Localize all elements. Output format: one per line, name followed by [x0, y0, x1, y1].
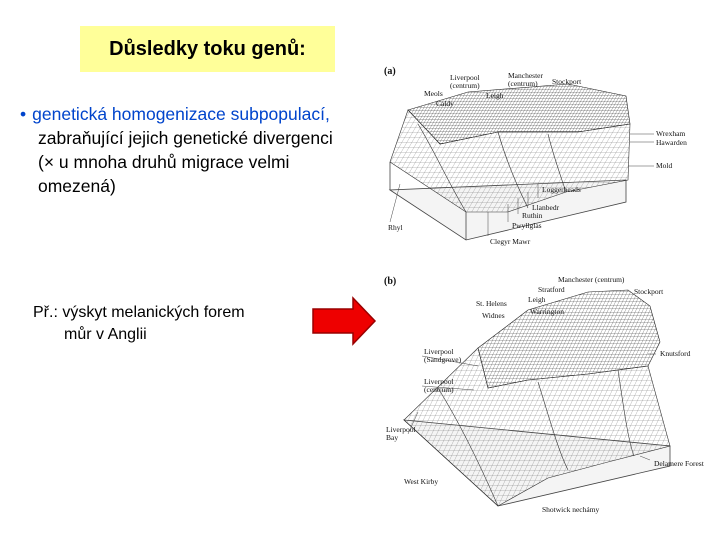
label-liverpool: Liverpool — [450, 73, 480, 82]
label-b-manchester: Manchester (centrum) — [558, 275, 625, 284]
label-b-liverpool-centrum: Liverpool — [424, 377, 454, 386]
label-b-warrington: Warrington — [530, 307, 564, 316]
label-b-stratford: Stratford — [538, 285, 565, 294]
label-b-sandgrove: (Sandgrove) — [424, 355, 462, 364]
label-leigh: Leigh — [486, 91, 504, 100]
figure-a-panel-label: (a) — [384, 66, 396, 77]
label-meols: Meols — [424, 89, 443, 98]
label-loggerheads: Loggerheads — [542, 185, 581, 194]
label-liverpool-centrum: (centrum) — [450, 81, 480, 90]
label-b-shotwick: Shotwick nechámy — [542, 505, 600, 514]
figure-a — [378, 62, 716, 262]
label-mold: Mold — [656, 161, 673, 170]
label-manchester: Manchester — [508, 71, 543, 80]
label-b-bay: Bay — [386, 433, 399, 442]
example-line-1: Př.: výskyt melanických forem — [33, 304, 245, 321]
label-b-st-helens: St. Helens — [476, 299, 507, 308]
figure-b-panel-label: (b) — [384, 276, 397, 287]
label-rhyl: Rhyl — [388, 223, 403, 232]
label-llanbedr: Llanbedr — [532, 203, 560, 212]
example-text — [33, 302, 245, 346]
bullet-point — [20, 102, 380, 198]
figure-b — [378, 270, 716, 532]
label-b-liverpool-bay: Liverpool — [386, 425, 416, 434]
bullet-icon: • — [20, 104, 27, 124]
label-wrexham: Wrexham — [656, 129, 686, 138]
bullet-line-4: omezená) — [38, 176, 116, 196]
label-b-leigh: Leigh — [528, 295, 546, 304]
label-b-stockport: Stockport — [634, 287, 664, 296]
example-line-2: můr v Anglii — [64, 326, 147, 343]
bullet-line-2: zabraňující jejich genetické divergenci — [38, 128, 333, 148]
label-pwyllglas: Pwyllglas — [512, 221, 542, 230]
bullet-line-3: (× u mnoha druhů migrace velmi — [38, 152, 290, 172]
label-ruthin: Ruthin — [522, 211, 543, 220]
label-b-knutsford: Knutsford — [660, 349, 691, 358]
label-b-centrum: (centrum) — [424, 385, 454, 394]
page-title: Důsledky toku genů: — [109, 37, 306, 60]
label-b-delamere: Delamere Forest — [654, 459, 704, 468]
label-clegyr-mawr: Clegyr Mawr — [490, 237, 531, 246]
label-b-west-kirby: West Kirby — [404, 477, 439, 486]
label-b-widnes: Widnes — [482, 311, 505, 320]
bullet-text-highlight: genetická homogenizace subpopulací, — [32, 104, 330, 124]
label-hawarden: Hawarden — [656, 138, 687, 147]
title-box — [80, 26, 335, 72]
right-arrow-icon — [311, 296, 377, 346]
label-b-liverpool-sandgrove: Liverpool — [424, 347, 454, 356]
label-caldy: Caldy — [436, 99, 454, 108]
bullet-line-1 — [20, 102, 380, 126]
label-manchester-centrum: (centrum) — [508, 79, 538, 88]
label-stockport: Stockport — [552, 77, 582, 86]
